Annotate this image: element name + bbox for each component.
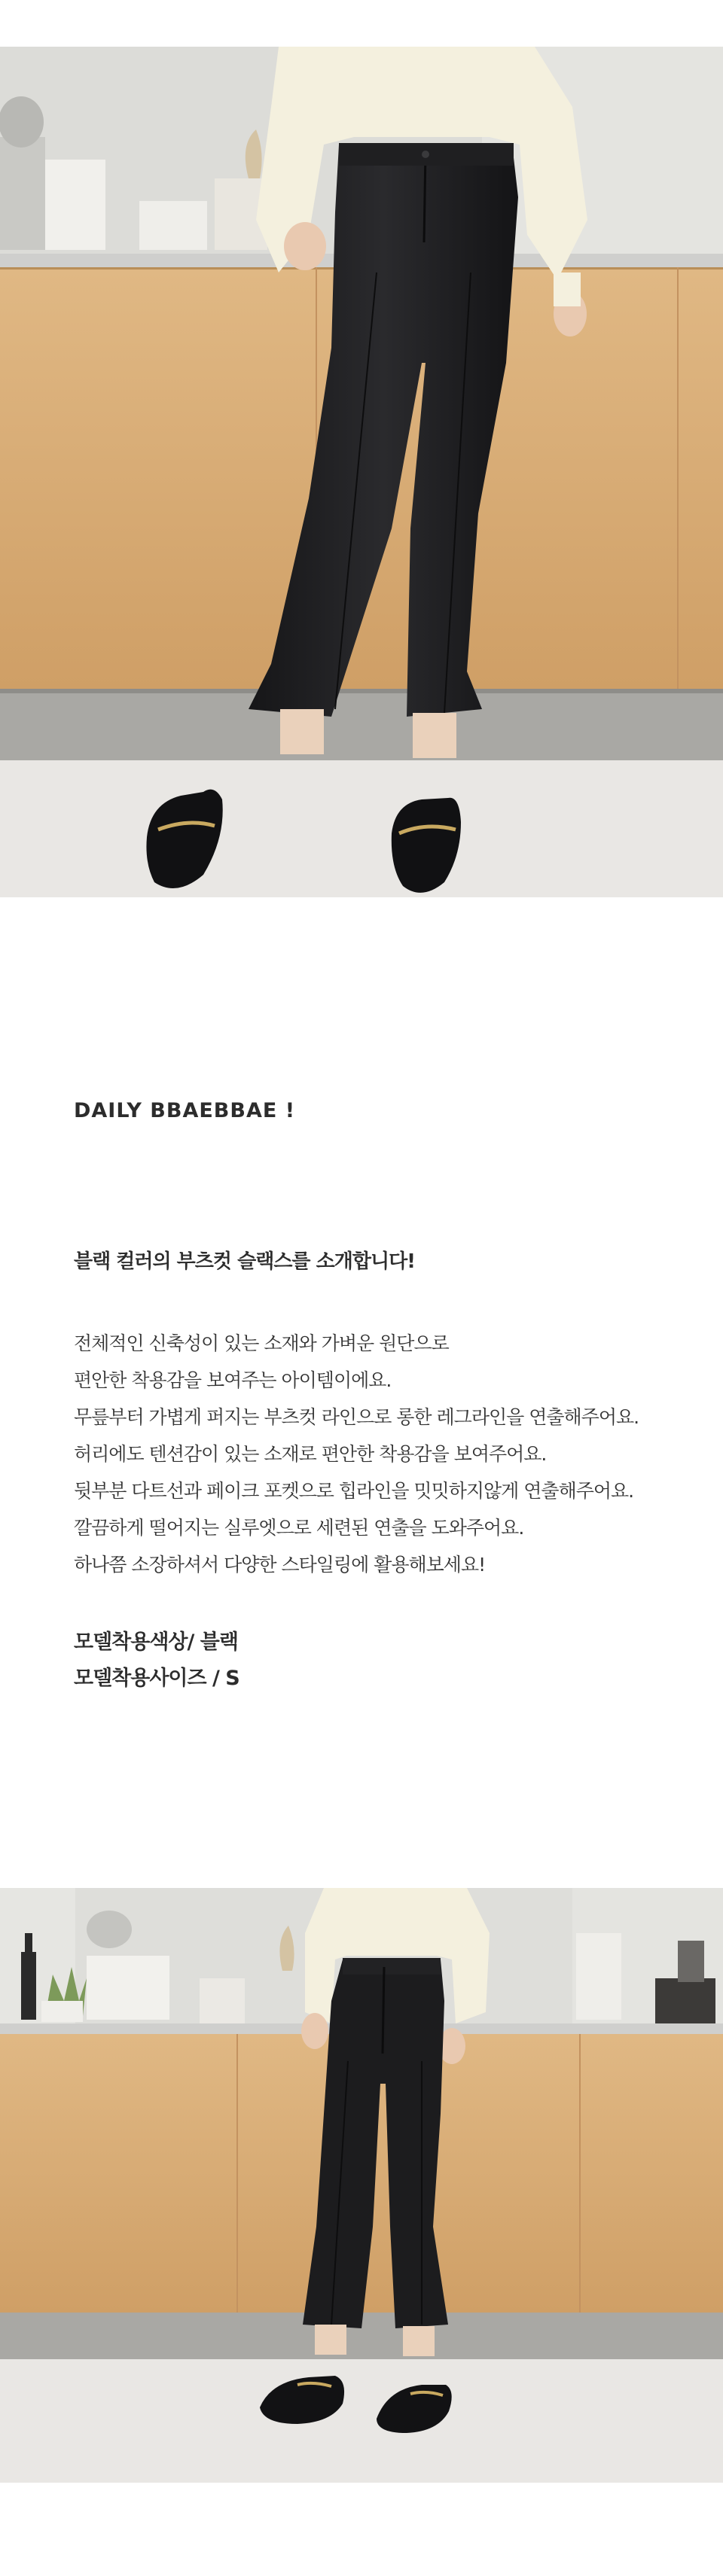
- description-line: 편안한 착용감을 보여주는 아이템이에요.: [74, 1369, 392, 1391]
- brand-title: DAILY BBAEBBAE !: [74, 1099, 296, 1122]
- model-color: 모델착용색상/ 블랙: [74, 1631, 238, 1654]
- description-line: 무릎부터 가볍게 퍼지는 부츠컷 라인으로 롱한 레그라인을 연출해주어요.: [74, 1406, 639, 1428]
- product-headline: 블랙 컬러의 부츠컷 슬랙스를 소개합니다!: [74, 1250, 416, 1273]
- description-line: 뒷부분 다트선과 페이크 포켓으로 힙라인을 밋밋하지않게 연출해주어요.: [74, 1480, 634, 1502]
- product-description: [74, 1325, 706, 1583]
- product-photo-1-image: [0, 47, 723, 897]
- description-line: 하나쯤 소장하셔서 다양한 스타일링에 활용해보세요!: [74, 1554, 486, 1576]
- description-line: 깔끔하게 떨어지는 실루엣으로 세련된 연출을 도와주어요.: [74, 1517, 524, 1539]
- model-size: 모델착용사이즈 / S: [74, 1667, 239, 1690]
- product-photo-2: [0, 1888, 723, 2483]
- product-photo-1: [0, 47, 723, 897]
- product-photo-2-image: [0, 1888, 723, 2483]
- description-line: 허리에도 텐션감이 있는 소재로 편안한 착용감을 보여주어요.: [74, 1443, 547, 1465]
- model-info: [74, 1624, 239, 1697]
- description-line: 전체적인 신축성이 있는 소재와 가벼운 원단으로: [74, 1332, 449, 1354]
